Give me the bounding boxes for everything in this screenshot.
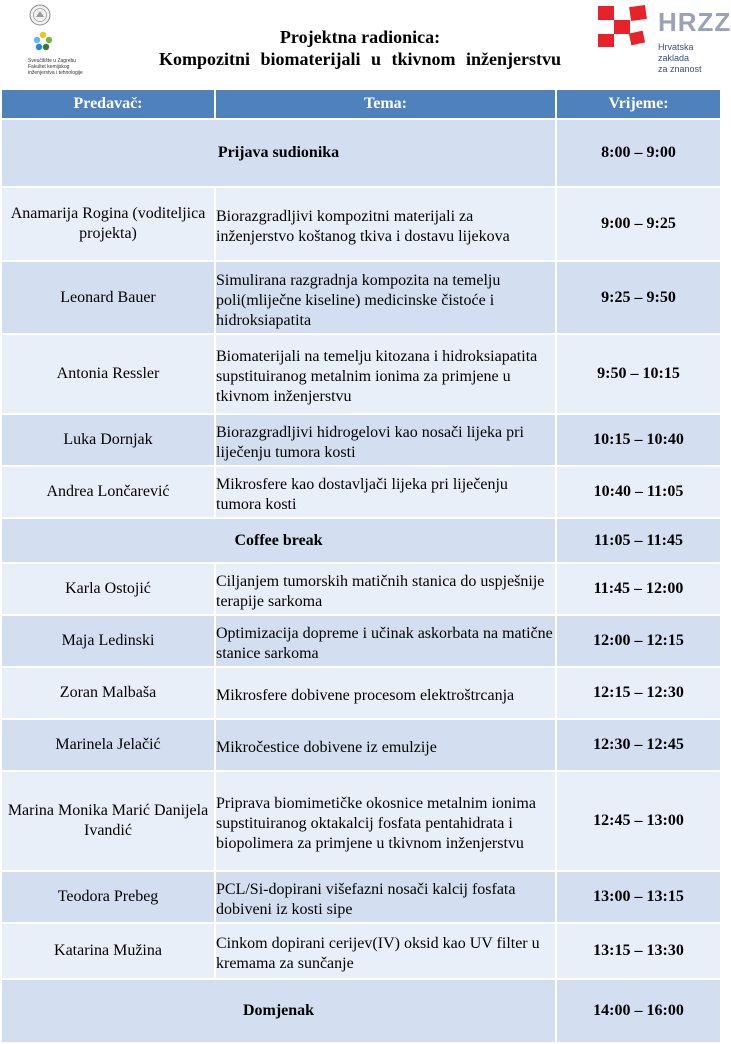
time-cell: 9:50 – 10:15 <box>556 334 721 414</box>
topic-cell <box>215 667 556 719</box>
topic-text: Biomaterijali na temelju kitozana i hidroksiapatita supstituiranog metalnim ionima za primjene u tkivnom inženjerstvu <box>216 348 538 405</box>
time-cell: 12:30 – 12:45 <box>556 719 721 771</box>
university-seal-icon <box>29 4 51 26</box>
speaker-cell: Karla Ostojić <box>1 563 215 615</box>
title-line-2: Kompozitni biomaterijali u tkivnom inženjerstvu <box>159 49 561 69</box>
table-row <box>1 414 721 466</box>
page-title <box>100 26 620 70</box>
event-label: Coffee break <box>1 518 556 563</box>
topic-text: PCL/Si-dopirani višefazni nosači kalcij fosfata dobiveni iz kosti sipe <box>216 881 516 918</box>
speaker-cell: Antonia Ressler <box>1 334 215 414</box>
speaker-cell: Maja Ledinski <box>1 615 215 667</box>
topic-cell <box>215 563 556 615</box>
time-cell: 13:15 – 13:30 <box>556 923 721 979</box>
table-row <box>1 119 721 187</box>
time-cell: 10:40 – 11:05 <box>556 466 721 518</box>
topic-cell <box>215 261 556 334</box>
time-cell: 12:00 – 12:15 <box>556 615 721 667</box>
header-time: Vrijeme: <box>556 89 721 119</box>
topic-cell <box>215 414 556 466</box>
speaker-cell: Luka Dornjak <box>1 414 215 466</box>
time-cell: 13:00 – 13:15 <box>556 871 721 923</box>
topic-text: Mikročestice dobivene iz emulzije <box>216 739 437 756</box>
table-row <box>1 563 721 615</box>
speaker-cell: Teodora Prebeg <box>1 871 215 923</box>
page-header <box>0 0 731 88</box>
table-row <box>1 518 721 563</box>
header-speaker: Predavač: <box>1 89 215 119</box>
table-row <box>1 979 721 1043</box>
time-cell: 12:15 – 12:30 <box>556 667 721 719</box>
faculty-logo <box>28 4 92 84</box>
table-row <box>1 667 721 719</box>
event-label: Domjenak <box>1 979 556 1043</box>
speaker-cell: Marinela Jelačić <box>1 719 215 771</box>
table-row <box>1 771 721 871</box>
speaker-cell: Anamarija Rogina (voditeljica projekta) <box>1 187 215 261</box>
table-row <box>1 334 721 414</box>
header-topic: Tema: <box>215 89 556 119</box>
speaker-cell: Marina Monika Marić Danijela Ivandić <box>1 771 215 871</box>
speaker-cell: Zoran Malbaša <box>1 667 215 719</box>
time-cell: 8:00 – 9:00 <box>556 119 721 187</box>
event-label: Prijava sudionika <box>1 119 556 187</box>
topic-text: Optimizacija dopreme i učinak askorbata na matične stanice sarkoma <box>216 625 553 662</box>
speaker-cell: Katarina Mužina <box>1 923 215 979</box>
table-row <box>1 871 721 923</box>
hrzz-wordmark: HRZZ <box>658 7 731 37</box>
time-cell: 10:15 – 10:40 <box>556 414 721 466</box>
topic-text: Priprava biomimetičke okosnice metalnim ionima supstituiranog oktakalcij fosfata pentahidrata i biopolimera za primjene u tkivnom inženjerstvu <box>216 795 536 852</box>
topic-text: Mikrosfere kao dostavljači lijeka pri liječenju tumora kosti <box>216 476 508 513</box>
time-cell: 11:45 – 12:00 <box>556 563 721 615</box>
topic-cell <box>215 466 556 518</box>
topic-text: Simulirana razgradnja kompozita na temelju poli(mliječne kiseline) medicinske čistoće i hidroksiapatita <box>216 271 501 329</box>
table-header-row <box>1 89 721 119</box>
time-cell: 12:45 – 13:00 <box>556 771 721 871</box>
table-row <box>1 187 721 261</box>
time-cell: 14:00 – 16:00 <box>556 979 721 1043</box>
topic-cell <box>215 923 556 979</box>
title-line-1: Projektna radionica: <box>279 27 441 47</box>
topic-text: Cinkom dopirani cerijev(IV) oksid kao UV filter u kremama za sunčanje <box>216 935 540 972</box>
time-cell: 9:25 – 9:50 <box>556 261 721 334</box>
topic-cell <box>215 615 556 667</box>
topic-text: Biorazgradljivi kompozitni materijali za inženjerstvo koštanog tkiva i dostavu lijekova <box>216 208 510 245</box>
faculty-name: Sveučilište u Zagrebu Fakultet kemijskog inženjerstva i tehnologije <box>28 58 83 76</box>
table-row <box>1 466 721 518</box>
hrzz-checkerboard-icon <box>596 4 654 48</box>
table-row <box>1 615 721 667</box>
topic-text: Biorazgradljivi hidrogelovi kao nosači lijeka pri liječenju tumora kosti <box>216 424 524 461</box>
topic-text: Mikrosfere dobivene procesom elektroštrcanja <box>216 687 515 704</box>
topic-cell <box>215 334 556 414</box>
topic-text: Ciljanjem tumorskih matičnih stanica do uspješnije terapije sarkoma <box>216 573 545 610</box>
speaker-cell: Leonard Bauer <box>1 261 215 334</box>
table-row <box>1 923 721 979</box>
speaker-cell: Andrea Lončarević <box>1 466 215 518</box>
topic-cell <box>215 771 556 871</box>
time-cell: 9:00 – 9:25 <box>556 187 721 261</box>
table-row <box>1 719 721 771</box>
topic-cell <box>215 871 556 923</box>
program-table <box>0 88 722 1044</box>
time-cell: 11:05 – 11:45 <box>556 518 721 563</box>
topic-cell <box>215 187 556 261</box>
topic-cell <box>215 719 556 771</box>
hrzz-subtitle-line-1: Hrvatska zaklada <box>658 42 694 63</box>
hrzz-subtitle-line-2: za znanost <box>658 64 702 74</box>
faculty-flower-icon <box>32 30 54 52</box>
hrzz-subtitle <box>658 42 720 75</box>
hrzz-logo <box>596 4 731 74</box>
table-row <box>1 261 721 334</box>
